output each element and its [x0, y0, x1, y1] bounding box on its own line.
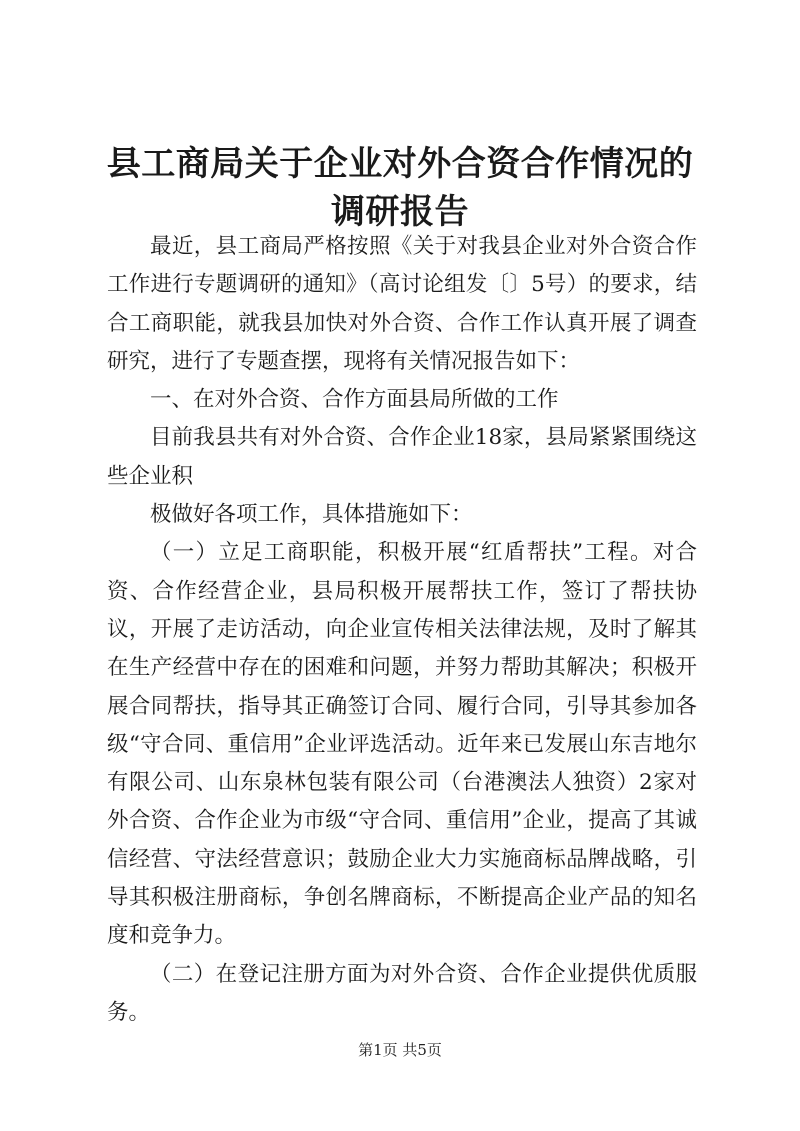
paragraph-item-1: （一）立足工商职能，积极开展“红盾帮扶”工程。对合资、合作经营企业，县局积极开展帮扶工作，签订了帮扶协议，开展了走访活动，向企业宣传相关法律法规，及时了解其在生产经营中存在的困难和问题，并努力帮助其解决；积极开展合同帮扶，指导其正确签订合同、履行合同，引导其参加各级“守合同、重信用”企业评选活动。近年来已发展山东吉地尔有限公司、山东泉林包装有限公司（台港澳法人独资）2家对外合资、合作企业为市级“守合同、重信用”企业，提高了其诚信经营、守法经营意识；鼓励企业大力实施商标品牌战略，引导其积极注册商标，争创名牌商标，不断提高企业产品的知名度和竞争力。: [107, 540, 697, 949]
paragraph-measures-intro: 极做好各项工作，具体措施如下：: [150, 502, 473, 528]
document-title: 县工商局关于企业对外合资合作情况的调研报告: [106, 144, 694, 232]
paragraph-item-2: （二）在登记注册方面为对外合资、合作企业提供优质服务。: [107, 961, 697, 1025]
document-body: [107, 228, 697, 1032]
page-footer: 第1页 共5页: [358, 1041, 442, 1059]
section-heading-1: 一、在对外合资、合作方面县局所做的工作: [150, 387, 559, 413]
paragraph-intro: 最近，县工商局严格按照《关于对我县企业对外合资合作工作进行专题调研的通知》（高讨论组发〔〕5号）的要求，结合工商职能，就我县加快对外合资、合作工作认真开展了调查研究，进行了专题查摆，现将有关情况报告如下：: [107, 234, 697, 374]
paragraph-overview: 目前我县共有对外合资、合作企业18家，县局紧紧围绕这些企业积: [107, 425, 697, 489]
